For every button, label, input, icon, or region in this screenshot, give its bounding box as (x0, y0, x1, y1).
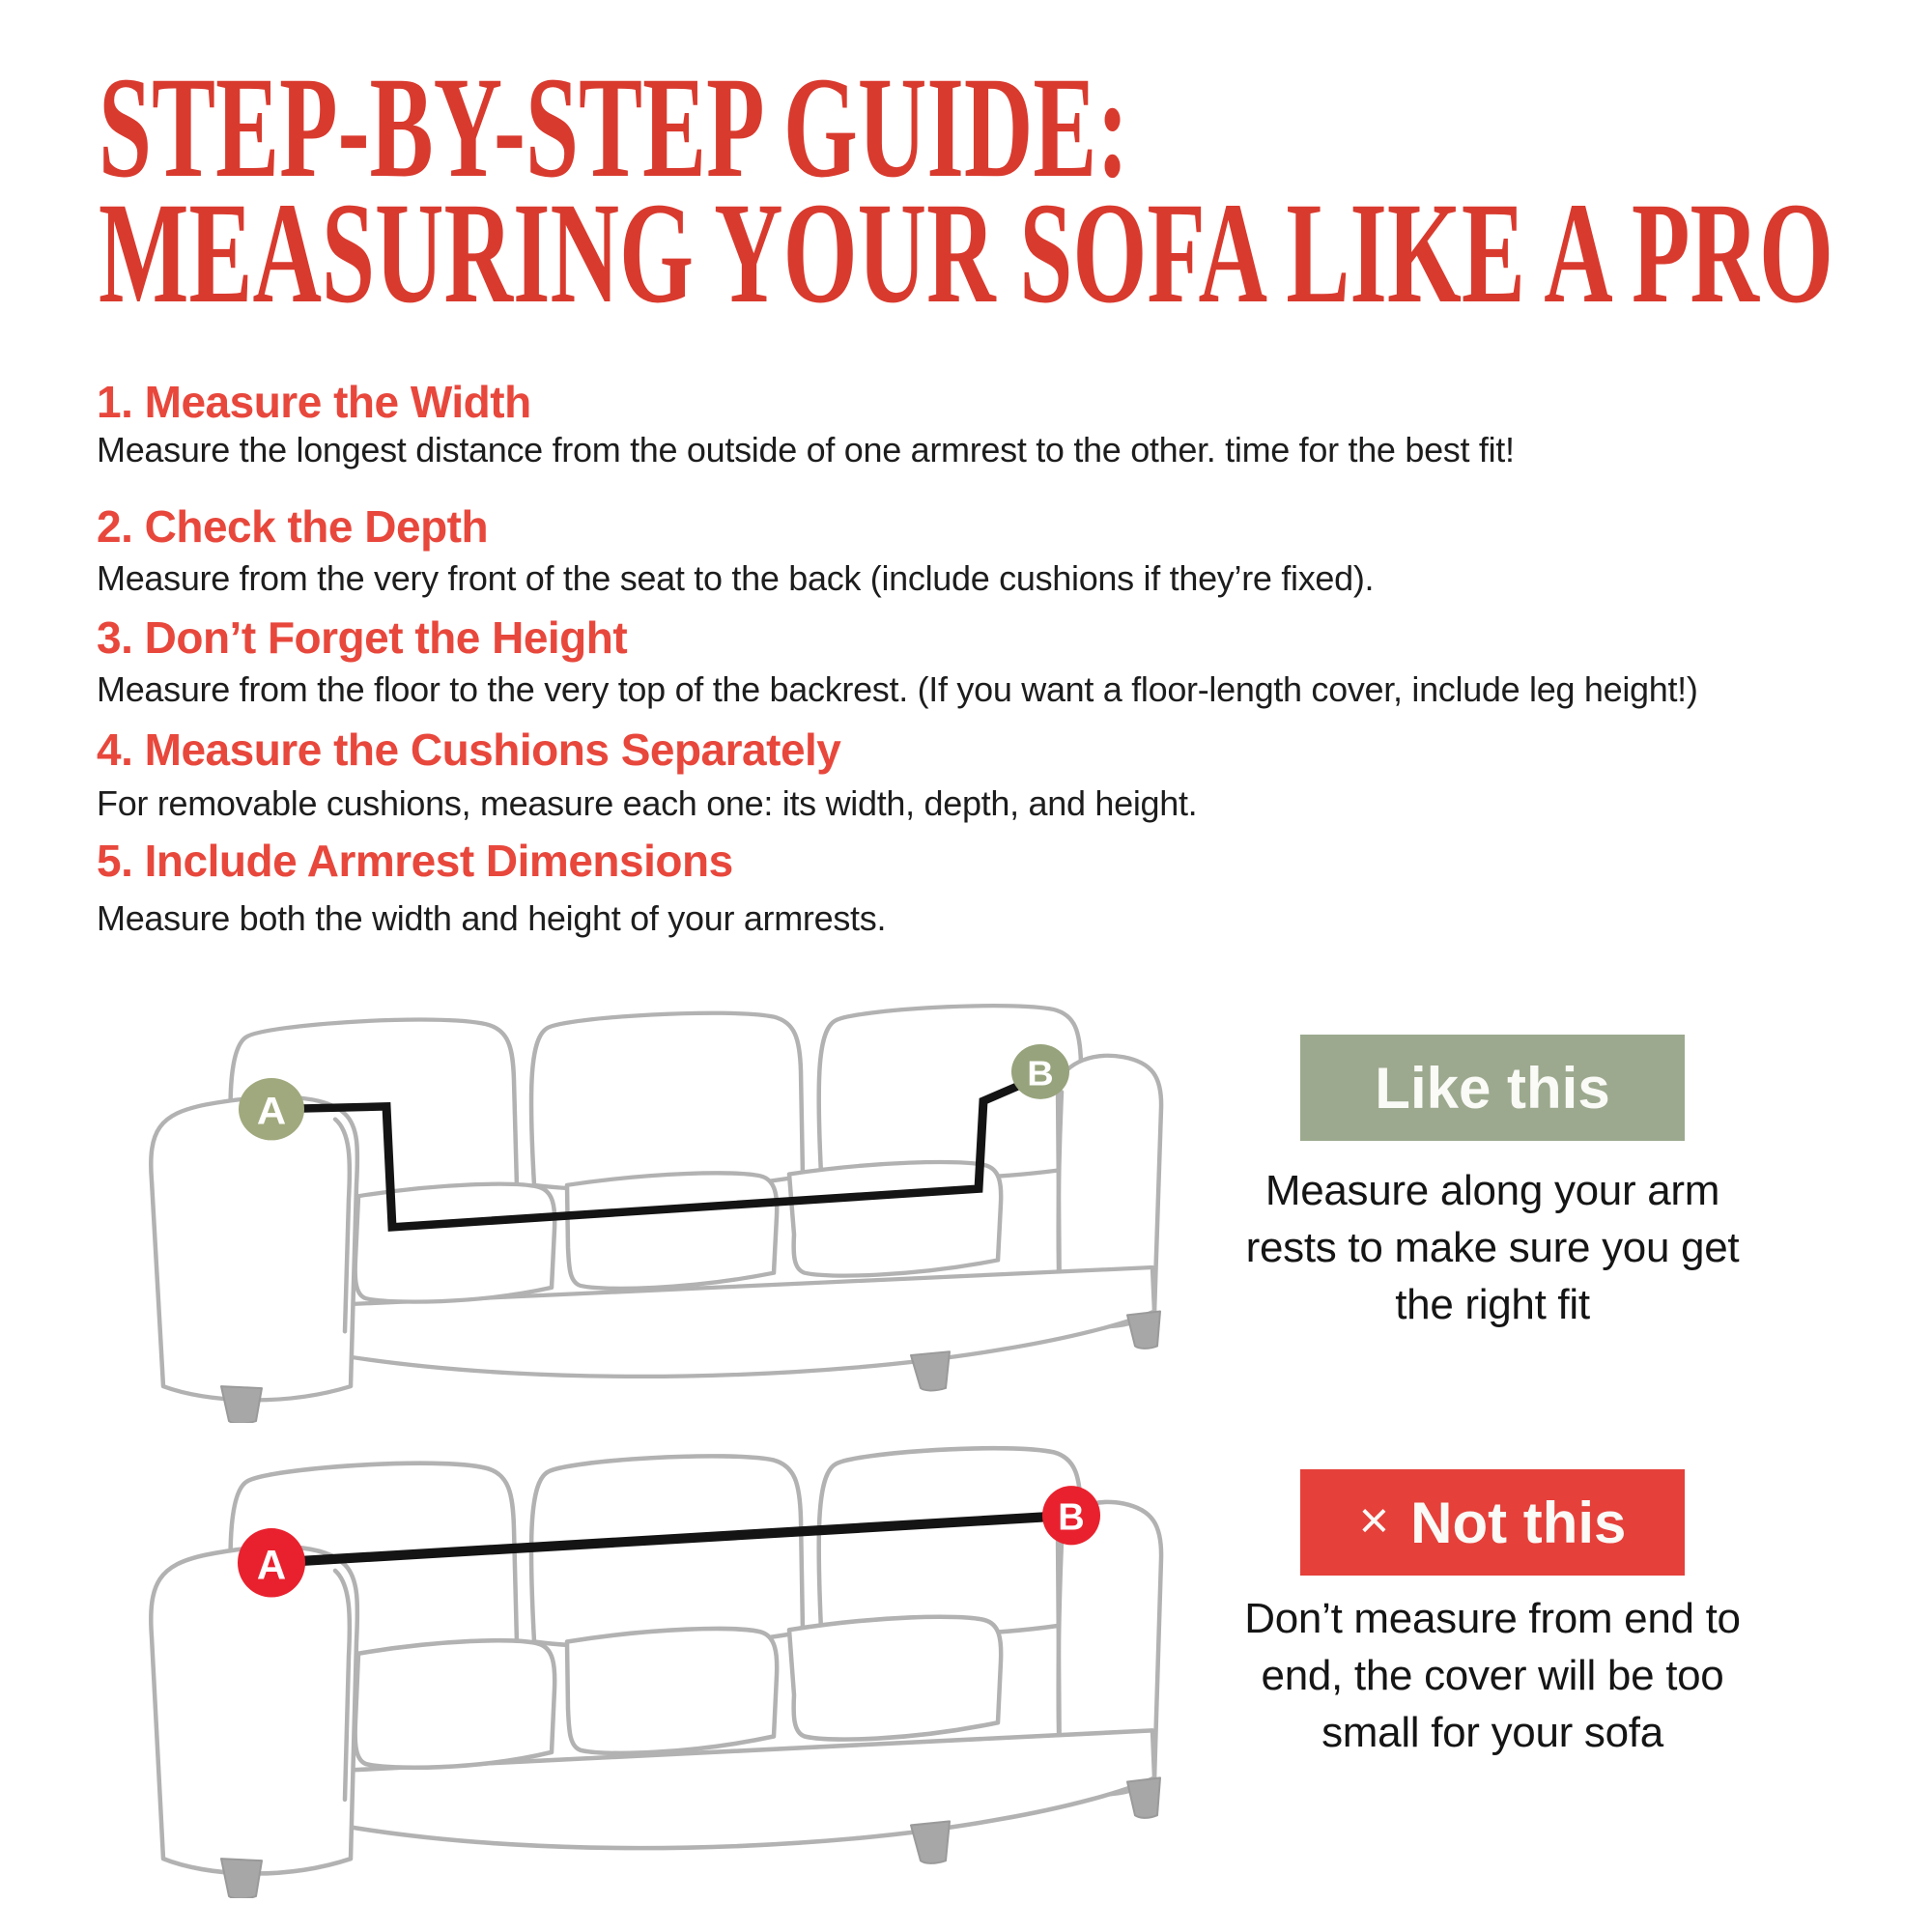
step-1-heading: 1. Measure the Width (97, 377, 531, 427)
step-3-heading: 3. Don’t Forget the Height (97, 612, 628, 663)
not-this-badge (1300, 1469, 1685, 1576)
not-this-caption: Don’t measure from end to end, the cover will be too small for your sofa (1244, 1595, 1741, 1756)
like-this-caption: Measure along your arm rests to make sure you get the right fit (1245, 1167, 1740, 1328)
like-this-badge-label: Like this (1375, 1055, 1610, 1121)
marker-b-label: B (1027, 1054, 1054, 1094)
marker-a-label: A (256, 1089, 287, 1133)
step-2-heading: 2. Check the Depth (97, 501, 489, 552)
like-this-badge (1300, 1035, 1685, 1141)
sofa-line-art (151, 1006, 1161, 1423)
step-5-heading: 5. Include Armrest Dimensions (97, 836, 733, 886)
not-this-badge-label: Not this (1410, 1490, 1627, 1555)
sofa-wrong-measure-illustration (92, 1435, 1193, 1898)
x-icon: × (1358, 1492, 1390, 1549)
step-4-body: For removable cushions, measure each one: its width, depth, and height. (97, 783, 1198, 823)
marker-a-label: A (256, 1542, 287, 1588)
step-5-body: Measure both the width and height of your armrests. (97, 898, 887, 938)
page-title (99, 47, 1932, 333)
step-4-heading: 4. Measure the Cushions Separately (97, 724, 841, 775)
step-2-body: Measure from the very front of the seat to the back (include cushions if they’re fixed). (97, 558, 1375, 598)
page-title-line2: MEASURING YOUR SOFA LIKE A PRO (99, 173, 1833, 333)
sofa-correct-measure-illustration (92, 993, 1193, 1423)
page-title-line1: STEP-BY-STEP GUIDE: (99, 47, 1129, 208)
marker-b-label: B (1058, 1496, 1085, 1539)
step-3-body: Measure from the floor to the very top of the backrest. (If you want a floor-length cover, include leg height!) (97, 669, 1698, 709)
step-1-body: Measure the longest distance from the outside of one armrest to the other. time for the best fit! (97, 430, 1515, 469)
